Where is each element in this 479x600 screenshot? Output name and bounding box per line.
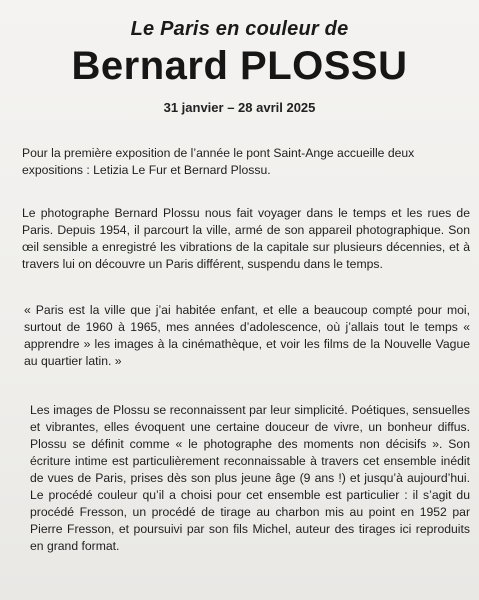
exhibition-title: Bernard PLOSSU (71, 44, 408, 88)
intro-paragraph: Pour la première exposition de l’année le pont Saint-Ange accueille deux expositions : Letizia Le Fur et Bernard Plossu. (22, 146, 415, 177)
exhibition-dates: 31 janvier – 28 avril 2025 (163, 100, 316, 115)
technique-paragraph: Les images de Plossu se reconnaissent par leur simplicité. Poétiques, sensuelles et vibrantes, elles évoquent une certaine douceur de vivre, un bonheur diffus. Plossu se définit comme « le photographe des moments non décisifs ». Son écriture intime est particulièrement reconnaissable à travers cet ensemble inédit de vues de Paris, prises dès son plus jeune âge (9 ans !) et jusqu’à aujourd’hui. Le procédé couleur qu’il a choisi pour cet ensemble est particulier : il s’agit du procédé Fresson, un procédé de tirage au charbon mis au point en 1952 par Pierre Fresson, et poursuivi par son fils Michel, auteur des tirages ici reproduits en grand format. (30, 403, 470, 553)
description-paragraph: Le photographe Bernard Plossu nous fait voyager dans le temps et les rues de Paris. Depuis 1954, il parcourt la ville, armé de son appareil photographique. Son œil sensible a enregistré les vibrations de la capitale sur plusieurs décennies, et à travers lui on découvre un Paris différent, suspendu dans le temps. (22, 206, 470, 271)
exhibition-subtitle: Le Paris en couleur de (130, 18, 349, 40)
quote-paragraph: « Paris est la ville que j’ai habitée enfant, et elle a beaucoup compté pour moi, surtout de 1960 à 1965, mes années d’adolescence, où j’allais tout le temps « apprendre » les images à la cinémathèque, et voir les films de la Nouvelle Vague au quartier latin. » (24, 303, 470, 368)
